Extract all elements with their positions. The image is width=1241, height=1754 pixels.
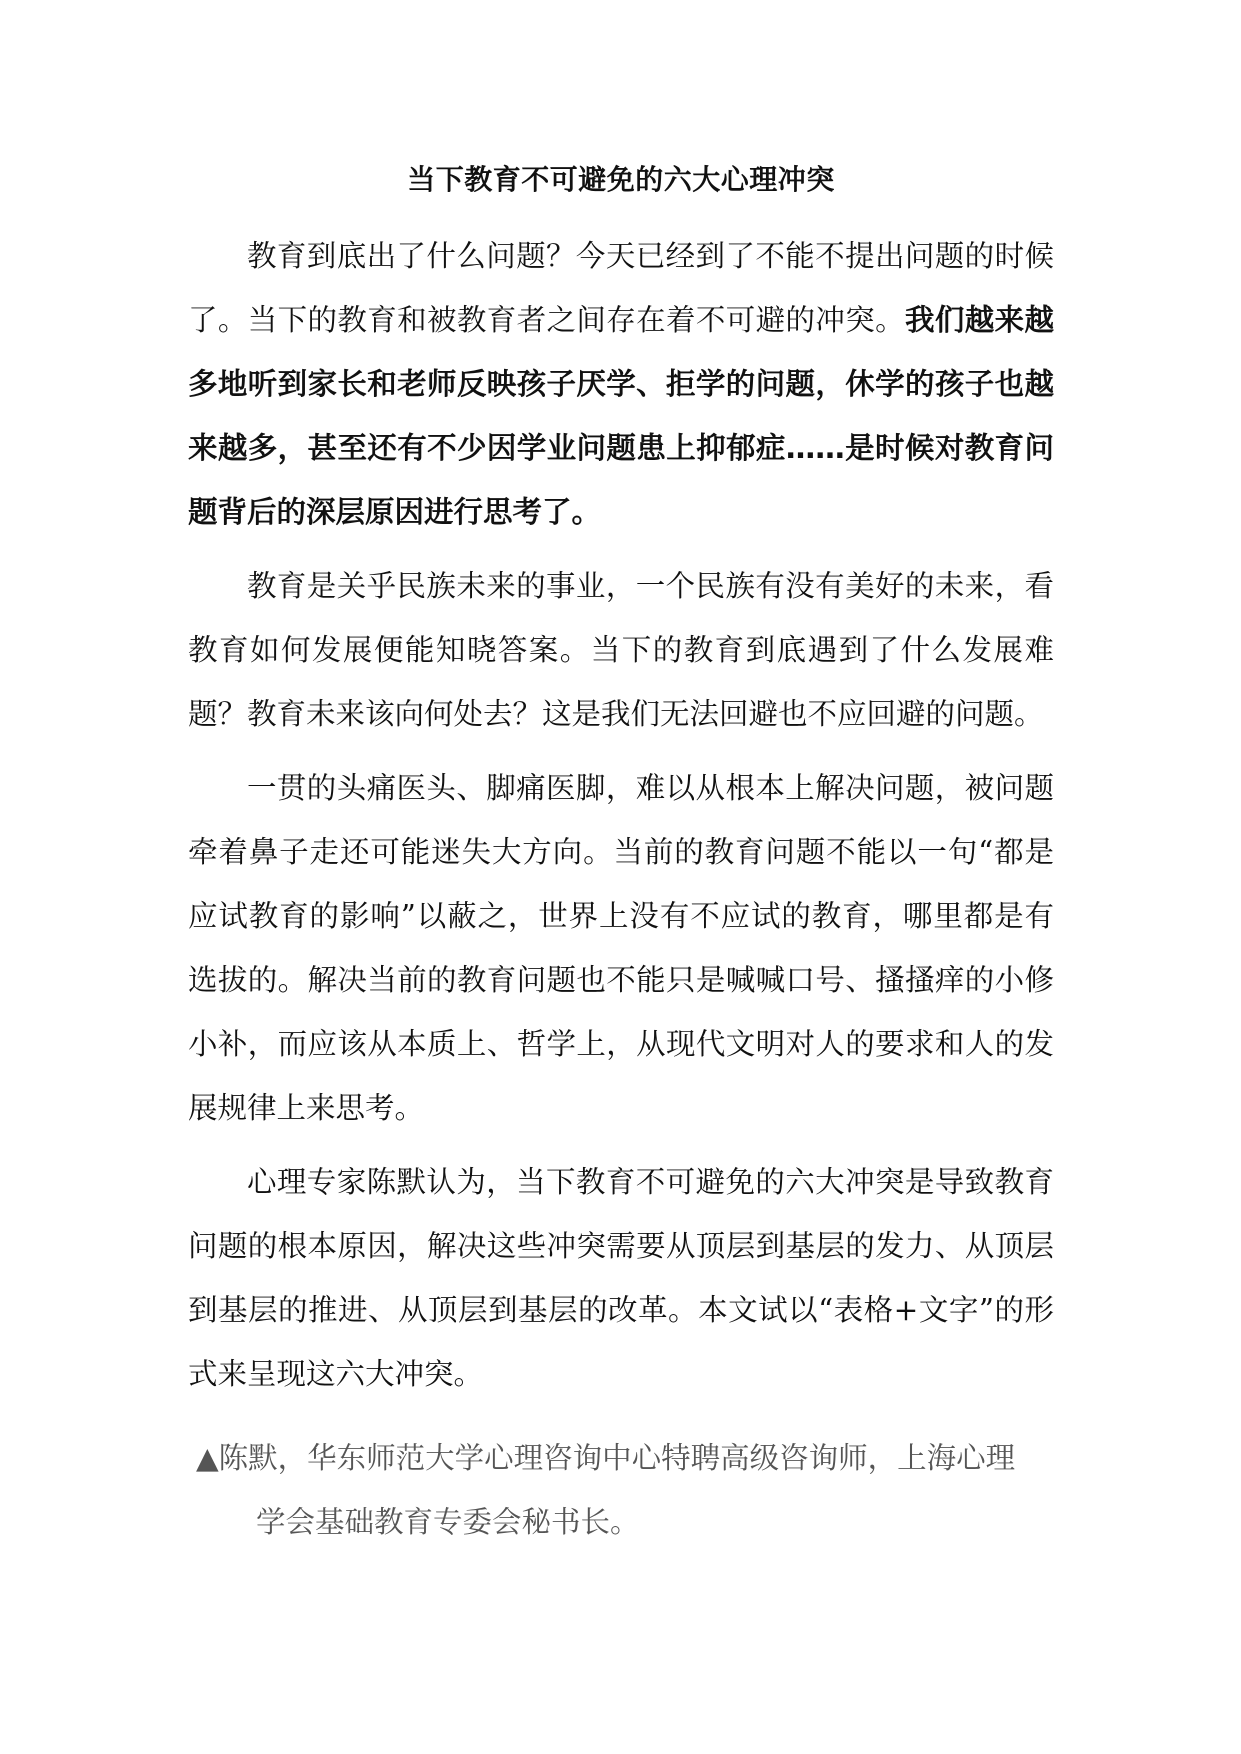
photo-caption: ▲陈默，华东师范大学心理咨询中心特聘高级咨询师，上海心理学会基础教育专委会秘书长。 <box>196 1441 1016 1539</box>
paragraph-1 <box>188 224 1054 544</box>
paragraph-1-text: 教育到底出了什么问题？今天已经到了不能不提出问题的时候了。当下的教育和被教育者之间存在着不可避的冲突。 <box>188 239 1054 337</box>
article-body <box>188 160 1054 1554</box>
paragraph-2 <box>188 554 1054 746</box>
paragraph-4-text: 心理专家陈默认为，当下教育不可避免的六大冲突是导致教育问题的根本原因，解决这些冲突需要从顶层到基层的发力、从顶层到基层的推进、从顶层到基层的改革。本文试以“表格+文字”的形式来呈现这六大冲突。 <box>188 1165 1054 1391</box>
paragraph-4 <box>188 1150 1054 1406</box>
paragraph-3-text: 一贯的头痛医头、脚痛医脚，难以从根本上解决问题，被问题牵着鼻子走还可能迷失大方向。当前的教育问题不能以一句“都是应试教育的影响”以蔽之，世界上没有不应试的教育，哪里都是有选拔的。解决当前的教育问题也不能只是喊喊口号、搔搔痒的小修小补，而应该从本质上、哲学上，从现代文明对人的要求和人的发展规律上来思考。 <box>188 771 1054 1125</box>
article-title: 当下教育不可避免的六大心理冲突 <box>407 163 835 196</box>
paragraph-3 <box>188 756 1054 1140</box>
paragraph-1-bold-text: 我们越来越多地听到家长和老师反映孩子厌学、拒学的问题，休学的孩子也越来越多，甚至还有不少因学业问题患上抑郁症……是时候对教育问题背后的深层原因进行思考了。 <box>188 303 1054 529</box>
paragraph-2-text: 教育是关乎民族未来的事业，一个民族有没有美好的未来，看教育如何发展便能知晓答案。当下的教育到底遇到了什么发展难题？教育未来该向何处去？这是我们无法回避也不应回避的问题。 <box>188 569 1054 731</box>
